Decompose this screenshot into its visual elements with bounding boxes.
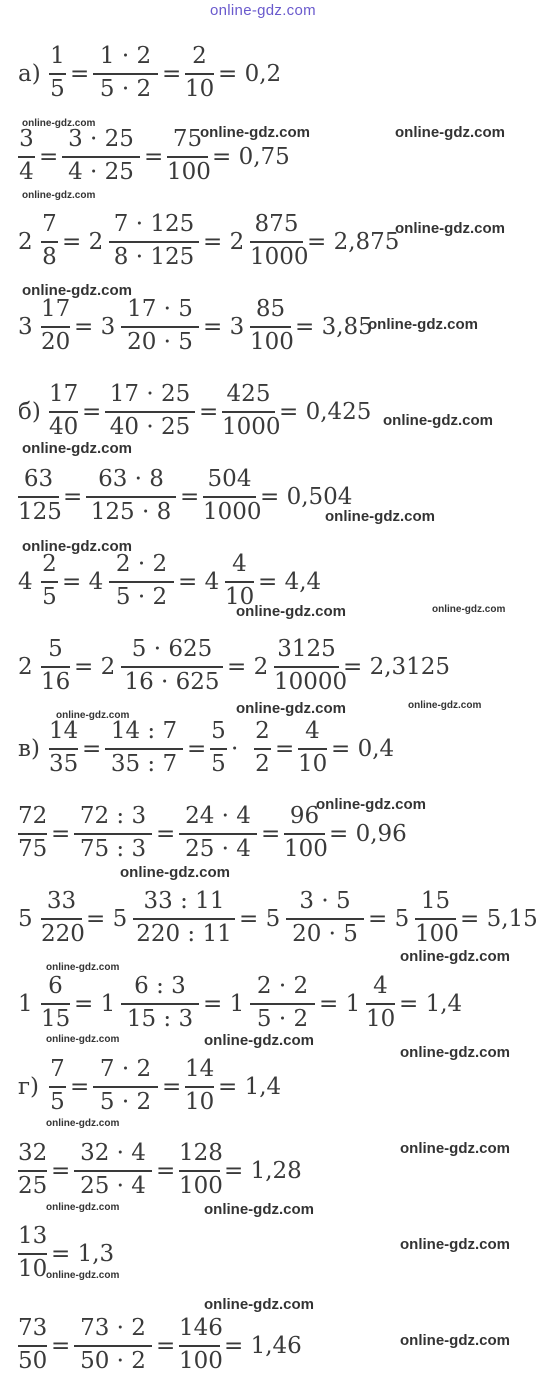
fraction-bar (74, 1345, 152, 1347)
denominator: 220 : 11 (136, 921, 232, 947)
part-label: а) (18, 61, 41, 87)
numerator: 5 · 625 (131, 636, 213, 662)
denominator: 100 (167, 159, 211, 185)
numerator: 33 (46, 888, 77, 914)
numerator: 72 : 3 (79, 803, 147, 829)
fraction-bar (105, 748, 183, 750)
fraction-bar (185, 1086, 214, 1088)
watermark-text: online-gdz.com (368, 316, 478, 333)
fraction (121, 298, 199, 358)
expression-text: = 2 (203, 229, 245, 255)
fraction-bar (41, 241, 58, 243)
fraction-bar (41, 326, 70, 328)
fraction (86, 468, 176, 528)
expression-text: = 1,4 (218, 1074, 282, 1100)
denominator: 35 : 7 (110, 751, 178, 777)
fraction (274, 636, 348, 698)
expression-text: = 5 (86, 906, 128, 932)
fraction (49, 45, 66, 105)
fraction (18, 128, 35, 188)
fraction-bar (18, 496, 59, 498)
numerator: 5 (211, 718, 226, 744)
expression-text: 3 (18, 314, 33, 340)
denominator: 4 · 25 (68, 159, 134, 185)
fraction (49, 720, 78, 780)
expression-text: = 3 (203, 314, 245, 340)
expression-text: = (187, 736, 207, 762)
fraction-bar (49, 73, 66, 75)
fraction (121, 638, 223, 698)
expression-text: = 0,504 (260, 484, 353, 510)
fraction-bar (284, 833, 325, 835)
fraction (286, 890, 364, 950)
numerator: 5 (48, 636, 63, 662)
numerator: 96 (289, 803, 320, 829)
denominator: 15 (41, 1006, 71, 1032)
numerator: 17 · 5 (127, 296, 193, 322)
fraction (74, 1317, 152, 1377)
watermark-text: online-gdz.com (408, 700, 482, 711)
watermark-text: online-gdz.com (204, 1032, 314, 1049)
numerator: 7 (42, 211, 57, 237)
denominator: 100 (179, 1348, 223, 1374)
expression-text: = (39, 144, 59, 170)
fraction-bar (179, 833, 257, 835)
watermark-text: online-gdz.com (395, 220, 505, 237)
watermark-text: online-gdz.com (400, 948, 510, 965)
numerator: 75 (172, 126, 203, 152)
fraction-bar (41, 581, 58, 583)
expression-text: = 5 (239, 906, 281, 932)
fraction (254, 720, 271, 780)
fraction (179, 1315, 223, 1377)
fraction (41, 553, 58, 613)
fraction (121, 975, 199, 1035)
watermark-text: online-gdz.com (22, 190, 96, 201)
numerator: 425 (226, 381, 271, 407)
part-label: в) (18, 736, 40, 762)
part-label: б) (18, 399, 41, 425)
watermark-text: online-gdz.com (204, 1296, 314, 1313)
fraction-bar (18, 156, 35, 158)
part-label: г) (18, 1074, 40, 1100)
expression-text: 5 (18, 906, 33, 932)
fraction (62, 128, 140, 188)
fraction (18, 1317, 47, 1377)
denominator: 50 · 2 (80, 1348, 146, 1374)
denominator: 10 (18, 1256, 48, 1282)
expression-text: = 1 (74, 991, 116, 1017)
expression-text: = (70, 61, 90, 87)
fraction-bar (179, 1170, 220, 1172)
fraction (41, 638, 70, 698)
denominator: 15 : 3 (126, 1006, 194, 1032)
fraction (250, 211, 309, 273)
denominator: 10 (185, 76, 215, 102)
numerator: 2 (192, 43, 207, 69)
denominator: 75 : 3 (79, 836, 147, 862)
expression-text: = (261, 821, 281, 847)
numerator: 3125 (277, 636, 336, 662)
denominator: 10 (185, 1089, 215, 1115)
fraction (109, 553, 174, 613)
expression-text: = 0,425 (279, 399, 372, 425)
fraction-bar (203, 496, 256, 498)
expression-text: = (51, 1158, 71, 1184)
fraction-bar (49, 748, 78, 750)
fraction (133, 890, 235, 950)
fraction-bar (250, 241, 303, 243)
numerator: 1 (50, 43, 65, 69)
denominator: 20 · 5 (127, 329, 193, 355)
denominator: 5 (50, 76, 65, 102)
denominator: 1000 (222, 414, 281, 440)
fraction-bar (49, 1086, 66, 1088)
numerator: 6 : 3 (134, 973, 186, 999)
numerator: 3 · 5 (299, 888, 351, 914)
numerator: 504 (207, 466, 252, 492)
denominator: 10 (366, 1006, 396, 1032)
expression-text: = (156, 821, 176, 847)
expression-text: = (51, 821, 71, 847)
numerator: 63 · 8 (98, 466, 164, 492)
watermark-text: online-gdz.com (400, 1236, 510, 1253)
fraction (298, 720, 327, 780)
numerator: 63 (23, 466, 54, 492)
denominator: 10 (298, 751, 328, 777)
fraction-bar (415, 918, 456, 920)
numerator: 2 (255, 718, 270, 744)
expression-text: = 5 (368, 906, 410, 932)
fraction-bar (225, 581, 254, 583)
denominator: 35 (49, 751, 79, 777)
denominator: 20 · 5 (292, 921, 358, 947)
expression-text: = 2 (227, 654, 269, 680)
denominator: 100 (415, 921, 459, 947)
denominator: 5 · 2 (256, 1006, 309, 1032)
fraction-bar (74, 833, 152, 835)
denominator: 40 (49, 414, 79, 440)
numerator: 7 · 2 (99, 1056, 152, 1082)
denominator: 10000 (274, 669, 348, 695)
site-header-watermark: online-gdz.com (210, 2, 316, 19)
fraction-bar (121, 1003, 199, 1005)
fraction (93, 45, 158, 105)
expression-text: = 1,46 (224, 1333, 302, 1359)
fraction (18, 466, 62, 528)
fraction (18, 1225, 47, 1285)
fraction-bar (109, 581, 174, 583)
numerator: 17 · 25 (109, 381, 191, 407)
fraction-bar (250, 1003, 315, 1005)
numerator: 6 (48, 973, 63, 999)
expression-text: = 2 (74, 654, 116, 680)
fraction-bar (41, 666, 70, 668)
denominator: 1000 (250, 244, 309, 270)
expression-text: = 4 (62, 569, 104, 595)
fraction-bar (250, 326, 291, 328)
watermark-text: online-gdz.com (325, 508, 435, 525)
denominator: 125 · 8 (90, 499, 172, 525)
fraction-bar (179, 1345, 220, 1347)
watermark-text: online-gdz.com (400, 1332, 510, 1349)
fraction-bar (121, 666, 223, 668)
expression-text: = 1 (319, 991, 361, 1017)
numerator: 7 · 125 (113, 211, 195, 237)
fraction (179, 805, 257, 865)
expression-text: 1 (18, 991, 33, 1017)
expression-text: = 0,2 (218, 61, 282, 87)
fraction-bar (18, 833, 47, 835)
denominator: 2 (255, 751, 270, 777)
expression-text: = (144, 144, 164, 170)
fraction (41, 888, 85, 950)
numerator: 3 · 25 (68, 126, 134, 152)
fraction (185, 45, 214, 105)
numerator: 73 · 2 (80, 1315, 146, 1341)
expression-text: = (156, 1158, 176, 1184)
fraction-bar (74, 1170, 152, 1172)
denominator: 25 · 4 (80, 1173, 146, 1199)
denominator: 8 · 125 (113, 244, 195, 270)
denominator: 5 · 2 (115, 584, 168, 610)
numerator: 24 · 4 (185, 803, 251, 829)
fraction (284, 803, 328, 865)
fraction-bar (41, 1003, 70, 1005)
denominator: 100 (179, 1173, 223, 1199)
numerator: 15 (420, 888, 451, 914)
numerator: 146 (179, 1315, 223, 1341)
numerator: 7 (50, 1056, 65, 1082)
expression-text: = (51, 1333, 71, 1359)
watermark-text: online-gdz.com (316, 796, 426, 813)
watermark-text: online-gdz.com (46, 1270, 120, 1281)
numerator: 32 · 4 (80, 1140, 146, 1166)
fraction-bar (185, 73, 214, 75)
watermark-text: online-gdz.com (400, 1044, 510, 1061)
fraction-bar (93, 73, 158, 75)
expression-text: = (63, 484, 83, 510)
denominator: 75 (18, 836, 48, 862)
expression-text: = 2,3125 (343, 654, 451, 680)
denominator: 16 (41, 669, 71, 695)
fraction (74, 805, 152, 865)
fraction (210, 720, 227, 780)
fraction (250, 975, 315, 1035)
expression-text: = (199, 399, 219, 425)
denominator: 5 · 2 (99, 76, 152, 102)
denominator: 5 (211, 751, 226, 777)
watermark-text: online-gdz.com (383, 412, 493, 429)
watermark-text: online-gdz.com (120, 864, 230, 881)
denominator: 8 (42, 244, 57, 270)
numerator: 4 (373, 973, 388, 999)
fraction (41, 213, 58, 273)
expression-text: = 0,75 (212, 144, 290, 170)
watermark-text: online-gdz.com (204, 1201, 314, 1218)
numerator: 17 (49, 381, 79, 407)
expression-text: = (70, 1074, 90, 1100)
fraction (109, 213, 199, 273)
watermark-text: online-gdz.com (432, 604, 506, 615)
fraction (18, 805, 47, 865)
denominator: 220 (41, 921, 85, 947)
fraction (49, 383, 78, 443)
watermark-text: online-gdz.com (22, 538, 132, 555)
denominator: 25 (18, 1173, 48, 1199)
fraction (415, 888, 459, 950)
numerator: 4 (232, 551, 247, 577)
numerator: 128 (179, 1140, 223, 1166)
numerator: 17 (41, 296, 71, 322)
numerator: 2 · 2 (256, 973, 309, 999)
numerator: 85 (255, 296, 286, 322)
watermark-text: online-gdz.com (200, 124, 310, 141)
fraction-bar (62, 156, 140, 158)
fraction (74, 1142, 152, 1202)
expression-text: = 1,4 (399, 991, 463, 1017)
expression-text: = (162, 61, 182, 87)
expression-text: = (156, 1333, 176, 1359)
expression-text: = (82, 399, 102, 425)
fraction-bar (210, 748, 227, 750)
denominator: 20 (41, 329, 71, 355)
watermark-text: online-gdz.com (46, 1034, 120, 1045)
watermark-text: online-gdz.com (400, 1140, 510, 1157)
numerator: 14 : 7 (110, 718, 178, 744)
watermark-text: online-gdz.com (395, 124, 505, 141)
denominator: 10 (225, 584, 255, 610)
expression-text: = (82, 736, 102, 762)
expression-text: = 5,15 (460, 906, 538, 932)
fraction-bar (222, 411, 275, 413)
fraction-bar (18, 1253, 47, 1255)
fraction-bar (86, 496, 176, 498)
numerator: 875 (254, 211, 299, 237)
fraction-bar (41, 918, 82, 920)
expression-text: · (231, 736, 239, 762)
expression-text: = 2 (62, 229, 104, 255)
denominator: 125 (18, 499, 62, 525)
watermark-text: online-gdz.com (46, 962, 120, 973)
denominator: 40 · 25 (109, 414, 191, 440)
fraction-bar (286, 918, 364, 920)
fraction-bar (121, 326, 199, 328)
numerator: 14 (49, 718, 79, 744)
expression-text: = (275, 736, 295, 762)
fraction-bar (18, 1345, 47, 1347)
watermark-text: online-gdz.com (46, 1202, 120, 1213)
watermark-text: online-gdz.com (22, 118, 96, 129)
denominator: 5 · 2 (99, 1089, 152, 1115)
watermark-text: online-gdz.com (56, 710, 130, 721)
fraction (185, 1058, 214, 1118)
expression-text: = 3 (74, 314, 116, 340)
fraction-bar (18, 1170, 47, 1172)
numerator: 72 (18, 803, 48, 829)
denominator: 5 (50, 1089, 65, 1115)
expression-text: 2 (18, 229, 33, 255)
denominator: 50 (18, 1348, 48, 1374)
fraction (105, 383, 195, 443)
denominator: 5 (42, 584, 57, 610)
watermark-text: online-gdz.com (46, 1118, 120, 1129)
fraction-bar (167, 156, 208, 158)
fraction-bar (254, 748, 271, 750)
fraction (250, 296, 294, 358)
numerator: 32 (18, 1140, 48, 1166)
denominator: 100 (250, 329, 294, 355)
expression-text: = 4 (178, 569, 220, 595)
numerator: 14 (185, 1056, 215, 1082)
fraction (222, 381, 281, 443)
expression-text: = (162, 1074, 182, 1100)
fraction-bar (105, 411, 195, 413)
watermark-text: online-gdz.com (22, 282, 132, 299)
numerator: 2 (42, 551, 57, 577)
fraction (93, 1058, 158, 1118)
denominator: 1000 (203, 499, 262, 525)
numerator: 33 : 11 (143, 888, 225, 914)
fraction (203, 466, 262, 528)
numerator: 73 (18, 1315, 48, 1341)
expression-text: = 1,3 (51, 1241, 115, 1267)
numerator: 1 · 2 (99, 43, 152, 69)
fraction (105, 720, 183, 780)
watermark-text: online-gdz.com (22, 440, 132, 457)
expression-text: = 1 (203, 991, 245, 1017)
fraction-bar (49, 411, 78, 413)
denominator: 100 (284, 836, 328, 862)
fraction-bar (274, 666, 339, 668)
fraction-bar (366, 1003, 395, 1005)
fraction (18, 1142, 47, 1202)
fraction (179, 1140, 223, 1202)
fraction-bar (133, 918, 235, 920)
expression-text: = 2,875 (307, 229, 400, 255)
watermark-text: online-gdz.com (236, 700, 346, 717)
expression-text: = 0,4 (331, 736, 395, 762)
fraction (41, 975, 70, 1035)
expression-text: 4 (18, 569, 33, 595)
fraction-bar (109, 241, 199, 243)
expression-text: 2 (18, 654, 33, 680)
fraction-bar (298, 748, 327, 750)
expression-text: = 0,96 (329, 821, 407, 847)
denominator: 4 (19, 159, 34, 185)
expression-text: = 1,28 (224, 1158, 302, 1184)
numerator: 4 (305, 718, 320, 744)
fraction (49, 1058, 66, 1118)
numerator: 3 (19, 126, 34, 152)
fraction (366, 975, 395, 1035)
fraction-bar (93, 1086, 158, 1088)
denominator: 25 · 4 (185, 836, 251, 862)
denominator: 16 · 625 (124, 669, 220, 695)
expression-text: = (180, 484, 200, 510)
numerator: 13 (18, 1223, 48, 1249)
watermark-text: online-gdz.com (236, 603, 346, 620)
expression-text: = 4,4 (258, 569, 322, 595)
expression-text: = 3,85 (295, 314, 373, 340)
numerator: 2 · 2 (115, 551, 168, 577)
fraction (41, 298, 70, 358)
